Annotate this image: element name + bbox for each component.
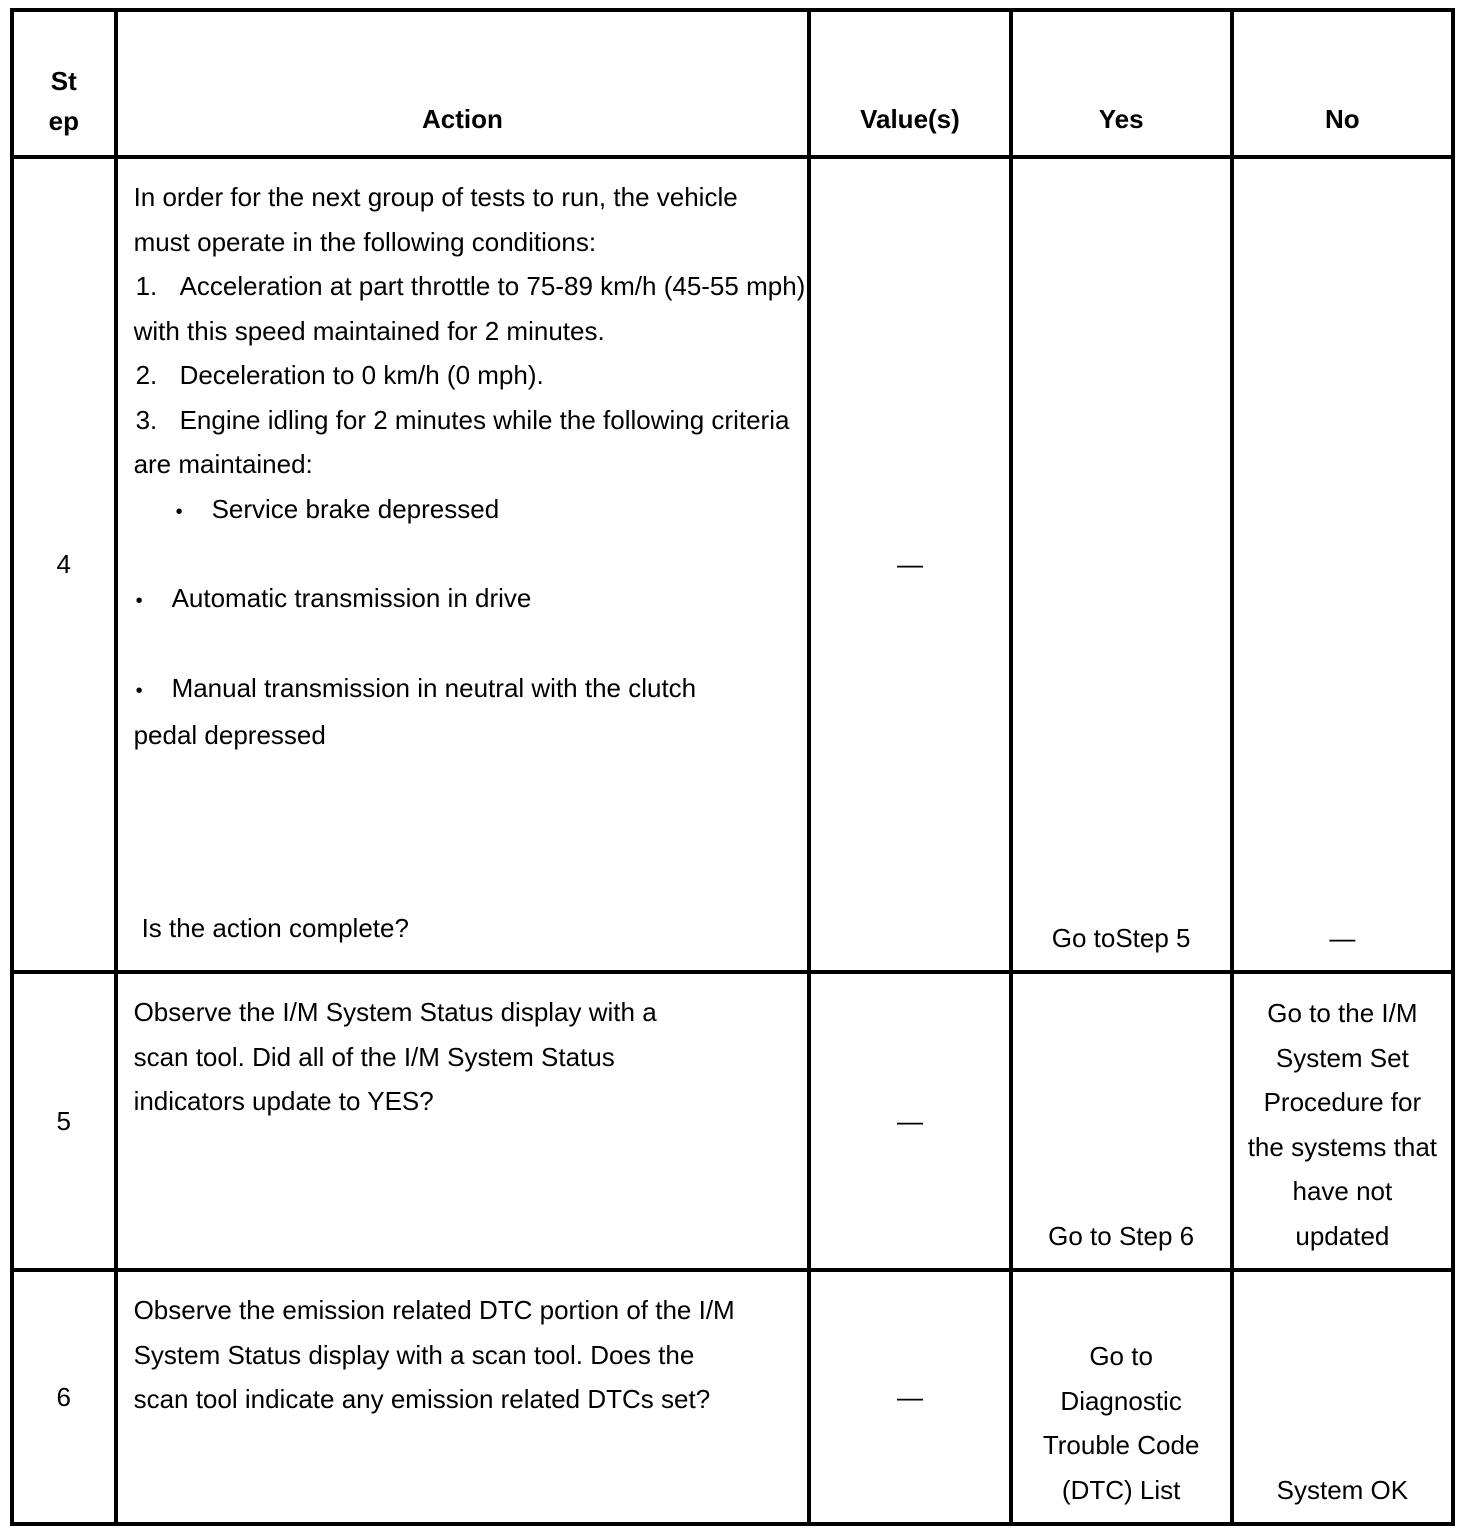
no-cell: System OK <box>1232 1270 1453 1524</box>
diagnostic-table <box>10 8 1455 1526</box>
table-row <box>12 1270 1453 1524</box>
header-step-line1: St <box>50 66 77 96</box>
step-number: 6 <box>12 1270 116 1524</box>
action-text: Observe the emission related DTC portion of the I/M System Status display with a scan tool. Does the scan tool indicate any emission related DTCs set? <box>133 1295 735 1414</box>
bullet-text: Service brake depressed <box>211 493 500 524</box>
bullet-text: Automatic transmission in drive <box>171 583 532 613</box>
bullet-item <box>134 666 808 758</box>
action-question: Is the action complete? <box>141 912 409 943</box>
header-step <box>12 10 116 157</box>
header-row <box>12 10 1453 157</box>
list-number: 2. <box>135 360 158 390</box>
header-yes: Yes <box>1011 10 1232 157</box>
list-item <box>134 398 808 487</box>
value-cell: — <box>809 1270 1010 1524</box>
list-item <box>134 353 808 398</box>
step-number: 5 <box>12 972 116 1270</box>
value-cell: — <box>809 972 1010 1270</box>
yes-cell: Go to Step 6 <box>1011 972 1232 1270</box>
yes-cell: Go to Diagnostic Trouble Code (DTC) List <box>1011 1270 1232 1524</box>
action-text: Observe the I/M System Status display with a scan tool. Did all of the I/M System Status indicators update to YES? <box>133 997 657 1116</box>
bullet-dot: • <box>175 500 183 523</box>
list-item <box>134 264 808 353</box>
yes-cell: Go toStep 5 <box>1011 157 1232 972</box>
action-cell <box>116 972 810 1270</box>
action-cell <box>116 1270 810 1524</box>
list-number: 3. <box>135 404 158 435</box>
list-text: Acceleration at part throttle to 75-89 km/h (45-55 mph) with this speed maintained for 2 minutes. <box>133 271 806 346</box>
bullet-dot: • <box>135 590 143 612</box>
list-number: 1. <box>135 271 158 301</box>
bullet-item <box>134 487 808 535</box>
header-action: Action <box>116 10 810 157</box>
list-text: Deceleration to 0 km/h (0 mph). <box>179 360 544 390</box>
action-intro: In order for the next group of tests to run, the vehicle must operate in the following conditions: <box>133 182 738 257</box>
step-number: 4 <box>12 157 116 972</box>
action-cell <box>116 157 810 972</box>
no-cell: Go to the I/M System Set Procedure for the systems that have not updated <box>1232 972 1453 1270</box>
header-step-line2: ep <box>48 106 79 136</box>
header-values: Value(s) <box>809 10 1010 157</box>
bullet-dot: • <box>135 679 143 702</box>
header-no: No <box>1232 10 1453 157</box>
bullet-text: Manual transmission in neutral with the clutch pedal depressed <box>133 672 697 750</box>
table-row <box>12 972 1453 1270</box>
bullet-item <box>134 576 808 624</box>
value-cell: — <box>809 157 1010 972</box>
no-cell: — <box>1232 157 1453 972</box>
list-text: Engine idling for 2 minutes while the following criteria are maintained: <box>133 404 790 479</box>
table-row <box>12 157 1453 972</box>
